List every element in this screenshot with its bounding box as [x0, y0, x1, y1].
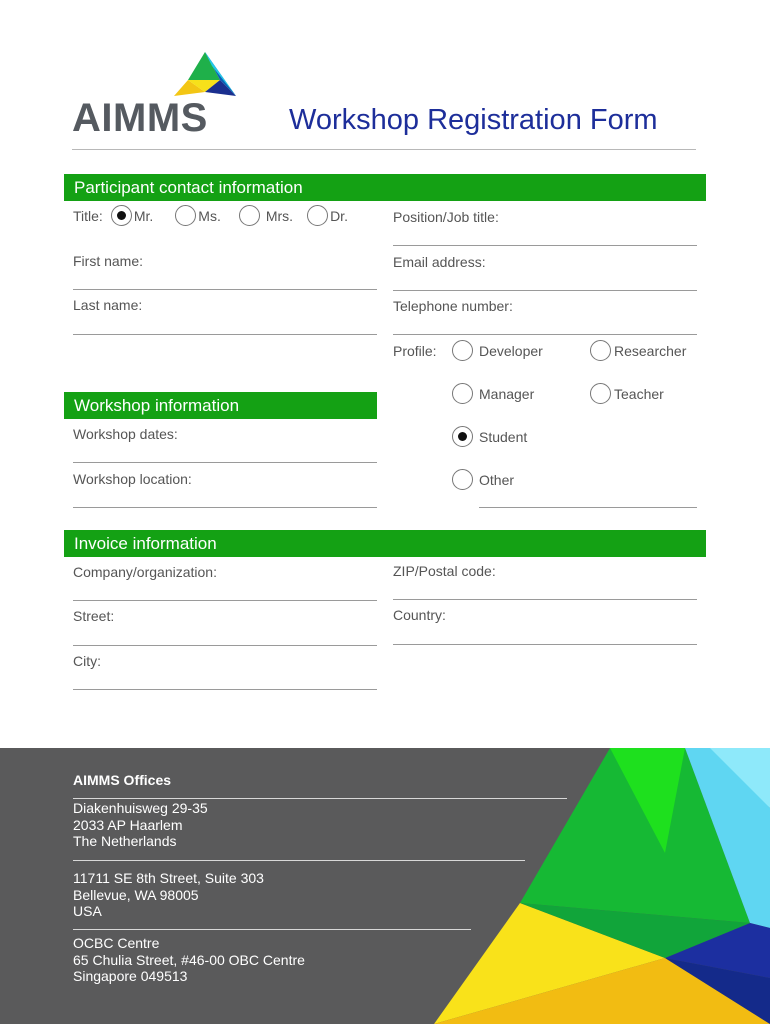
header-divider [72, 149, 696, 150]
street-field[interactable] [73, 645, 377, 646]
radio-developer[interactable] [452, 340, 473, 361]
radio-dr-label: Dr. [330, 207, 348, 224]
decorative-triangles-icon [420, 748, 770, 1024]
radio-manager-label: Manager [479, 385, 535, 402]
workshop-dates-label: Workshop dates: [73, 426, 178, 442]
radio-other[interactable] [452, 469, 473, 490]
radio-teacher-label: Teacher [614, 385, 664, 402]
workshop-location-field[interactable] [73, 507, 377, 508]
footer-offices [0, 748, 770, 1024]
section-header-invoice: Invoice information [64, 530, 706, 557]
aimms-logo-icon [172, 52, 238, 100]
logo-text: AIMMS [72, 96, 208, 140]
office-singapore-address: OCBC Centre 65 Chulia Street, #46-00 OBC Centre Singapore 049513 [73, 935, 305, 984]
radio-researcher[interactable] [590, 340, 611, 361]
profile-option-developer[interactable] [452, 340, 543, 361]
profile-option-teacher[interactable] [590, 383, 664, 404]
profile-option-other[interactable] [452, 469, 514, 490]
office-haarlem-address: Diakenhuisweg 29-35 2033 AP Haarlem The Netherlands [73, 800, 208, 849]
radio-mr[interactable] [111, 205, 132, 226]
position-label: Position/Job title: [393, 209, 499, 225]
office-bellevue-address: 11711 SE 8th Street, Suite 303 Bellevue, WA 98005 USA [73, 870, 264, 919]
radio-ms-label: Ms. [198, 207, 221, 224]
company-label: Company/organization: [73, 564, 217, 580]
last-name-label: Last name: [73, 297, 143, 313]
first-name-label: First name: [73, 253, 144, 269]
section-header-workshop: Workshop information [64, 392, 377, 419]
first-name-field[interactable] [73, 289, 377, 290]
last-name-field[interactable] [73, 334, 377, 335]
radio-other-label: Other [479, 471, 515, 488]
city-field[interactable] [73, 689, 377, 690]
footer-divider-3 [73, 929, 471, 930]
title-label: Title: [73, 207, 103, 224]
email-field[interactable] [393, 290, 697, 291]
profile-option-researcher[interactable] [590, 340, 686, 361]
position-field[interactable] [393, 245, 697, 246]
page-title: Workshop Registration Form [289, 104, 658, 136]
radio-manager[interactable] [452, 383, 473, 404]
workshop-location-label: Workshop location: [73, 471, 192, 487]
radio-student[interactable] [452, 426, 473, 447]
telephone-field[interactable] [393, 334, 697, 335]
telephone-label: Telephone number: [393, 298, 513, 314]
radio-mrs-label: Mrs. [265, 207, 294, 224]
workshop-dates-field[interactable] [73, 462, 377, 463]
footer-divider-2 [73, 860, 525, 861]
footer-heading: AIMMS Offices [73, 772, 172, 788]
radio-ms[interactable] [175, 205, 196, 226]
other-profile-field[interactable] [479, 507, 697, 508]
profile-option-student[interactable] [452, 426, 527, 447]
profile-option-manager[interactable] [452, 383, 534, 404]
title-radio-group [73, 205, 348, 226]
profile-label: Profile: [393, 343, 437, 359]
email-label: Email address: [393, 254, 486, 270]
street-label: Street: [73, 608, 115, 624]
company-field[interactable] [73, 600, 377, 601]
section-header-participant: Participant contact information [64, 174, 706, 201]
radio-mrs[interactable] [239, 205, 260, 226]
country-label: Country: [393, 607, 446, 623]
radio-teacher[interactable] [590, 383, 611, 404]
radio-developer-label: Developer [479, 342, 543, 359]
city-label: City: [73, 653, 101, 669]
radio-researcher-label: Researcher [614, 342, 687, 359]
country-field[interactable] [393, 644, 697, 645]
radio-mr-label: Mr. [133, 207, 154, 224]
zip-field[interactable] [393, 599, 697, 600]
radio-dr[interactable] [307, 205, 328, 226]
footer-divider-1 [73, 798, 567, 799]
radio-student-label: Student [479, 428, 528, 445]
zip-label: ZIP/Postal code: [393, 563, 496, 579]
